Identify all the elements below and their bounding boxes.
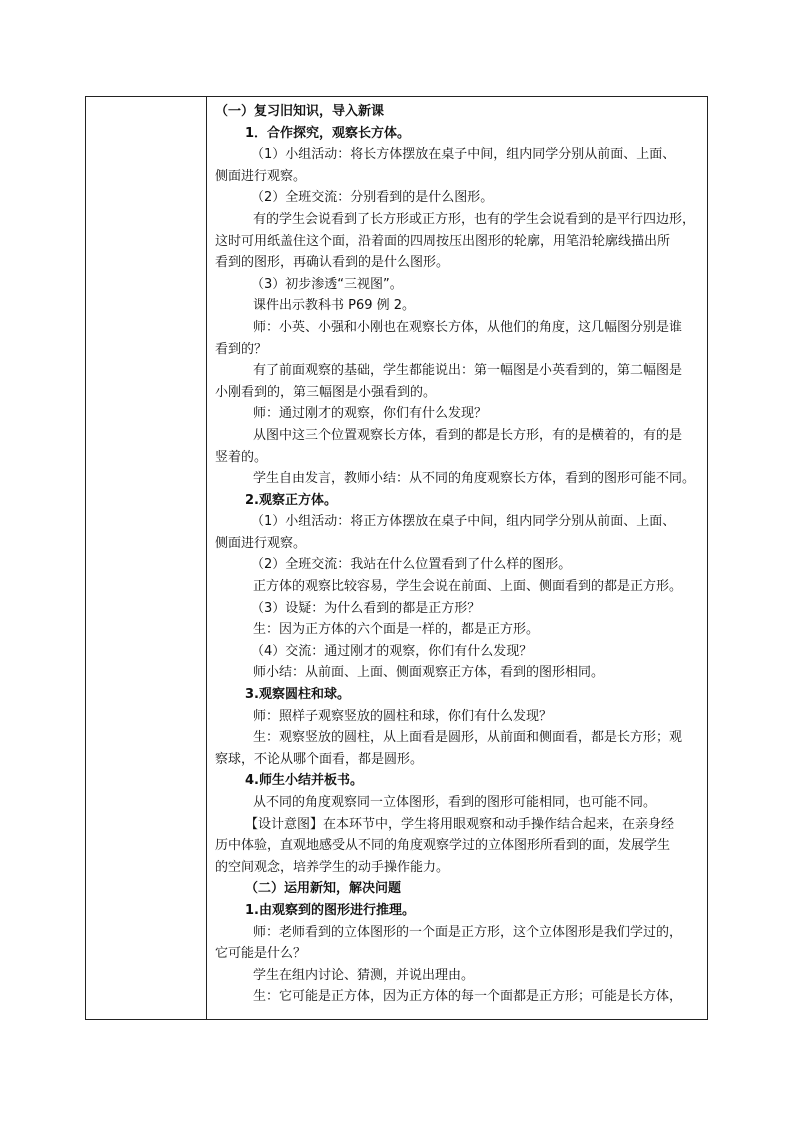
text-line: （二）运用新知，解决问题 [245, 881, 402, 897]
text-line: 【设计意图】在本环节中，学生将用眼观察和动手操作结合起来，在亲身经 [245, 816, 675, 832]
text-line: 学生自由发言，教师小结：从不同的角度观察长方体，看到的图形可能不同。 [253, 471, 696, 487]
text-line: 生：因为正方体的六个面是一样的，都是正方形。 [253, 622, 540, 638]
text-line: （1）小组活动：将长方体摆放在桌子中间，组内同学分别从前面、上面、 [251, 147, 676, 163]
column-divider [206, 97, 207, 1019]
text-line: （2）全班交流：分别看到的是什么图形。 [251, 190, 494, 206]
text-line: 从图中这三个位置观察长方体，看到的都是长方形，有的是横着的，有的是 [253, 427, 683, 443]
text-line: 正方体的观察比较容易，学生会说在前面、上面、侧面看到的都是正方形。 [253, 579, 683, 595]
text-line: 它可能是什么？ [215, 946, 307, 962]
text-line: 的空间观念，培养学生的动手操作能力。 [215, 859, 450, 875]
text-line: 2.观察正方体。 [245, 492, 337, 508]
text-line: 侧面进行观察。 [215, 168, 307, 184]
text-line: 从不同的角度观察同一立体图形，看到的图形可能相同，也可能不同。 [253, 795, 657, 810]
text-line: （2）全班交流：我站在什么位置看到了什么样的图形。 [251, 557, 572, 573]
text-line: 师：老师看到的立体图形的一个面是正方形，这个立体图形是我们学过的， [253, 924, 683, 940]
text-line: 师：小英、小强和小刚也在观察长方体，从他们的角度，这几幅图分别是谁 [253, 319, 683, 335]
text-line: （3）初步渗透“三视图”。 [251, 276, 403, 292]
text-line: 4.师生小结并板书。 [245, 773, 363, 789]
text-line: 侧面进行观察。 [215, 535, 307, 551]
text-line: 生：它可能是正方体，因为正方体的每一个面都是正方形；可能是长方体， [253, 989, 683, 1005]
text-line: 1.由观察到的图形进行推理。 [245, 902, 415, 918]
text-line: 课件出示教科书 P69 例 2。 [253, 298, 416, 314]
text-line: 师：照样子观察竖放的圆柱和球，你们有什么发现？ [253, 708, 553, 724]
text-line: 察球，不论从哪个面看，都是圆形。 [215, 751, 424, 767]
text-line: 师小结：从前面、上面、侧面观察正方体，看到的图形相同。 [253, 665, 605, 681]
text-line: 历中体验，直观地感受从不同的角度观察学过的立体图形所看到的面，发展学生 [215, 838, 671, 854]
text-line: 师：通过刚才的观察，你们有什么发现？ [253, 406, 488, 422]
text-line: （4）交流：通过刚才的观察，你们有什么发现？ [251, 643, 533, 659]
text-line: （3）设疑：为什么看到的都是正方形？ [251, 600, 481, 616]
text-line: 看到的图形，再确认看到的是什么图形。 [215, 255, 450, 271]
text-line: 3.观察圆柱和球。 [245, 687, 350, 703]
text-line: 竖着的。 [215, 449, 268, 465]
text-line: （一）复习旧知识，导入新课 [215, 104, 385, 119]
text-line: 有了前面观察的基础，学生都能说出：第一幅图是小英看到的，第二幅图是 [253, 363, 683, 379]
text-line: 看到的？ [215, 341, 268, 357]
text-line: 这时可用纸盖住这个面，沿着面的四周按压出图形的轮廓，用笔沿轮廓线描出所 [215, 233, 671, 249]
lesson-content [215, 101, 703, 1008]
left-column-cell [86, 97, 206, 1019]
text-line: 1．合作探究，观察长方体。 [245, 125, 411, 141]
text-line: 有的学生会说看到了长方形或正方形，也有的学生会说看到的是平行四边形， [253, 211, 696, 227]
text-line: 小刚看到的，第三幅图是小强看到的。 [215, 384, 437, 400]
text-line: 生：观察竖放的圆柱，从上面看是圆形，从前面和侧面看，都是长方形；观 [253, 730, 683, 746]
text-line: 学生在组内讨论、猜测，并说出理由。 [253, 967, 475, 983]
lesson-table [85, 96, 708, 1020]
text-line: （1）小组活动：将正方体摆放在桌子中间，组内同学分别从前面、上面、 [251, 514, 676, 530]
